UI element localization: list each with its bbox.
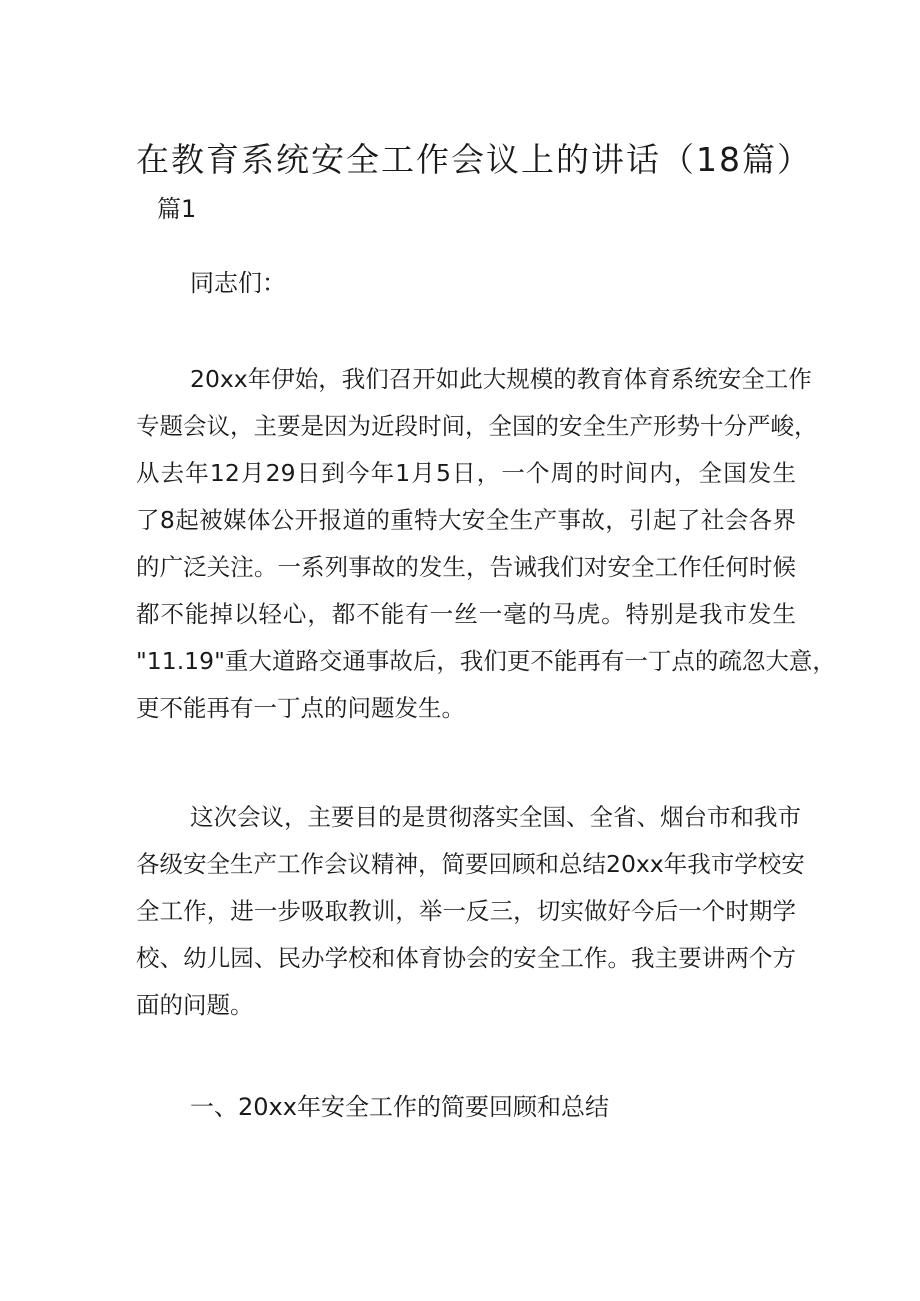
paragraph-line: 各级安全生产工作会议精神，简要回顾和总结20xx年我市学校安 — [136, 850, 805, 878]
paragraph-line: 校、幼儿园、民办学校和体育协会的安全工作。我主要讲两个方 — [136, 944, 796, 972]
paragraph-line: 都不能掉以轻心，都不能有一丝一毫的马虎。特别是我市发生 — [136, 600, 796, 628]
paragraph-line: 专题会议，主要是因为近段时间，全国的安全生产形势十分严峻， — [136, 412, 818, 440]
paragraph-line: 这次会议，主要目的是贯彻落实全国、全省、烟台市和我市 — [190, 803, 801, 831]
section-label: 篇1 — [157, 195, 197, 223]
paragraph-line: 20xx年伊始，我们召开如此大规模的教育体育系统安全工作 — [190, 365, 812, 393]
document-title: 在教育系统安全工作会议上的讲话（18篇） — [136, 140, 812, 179]
salutation: 同志们： — [190, 269, 286, 297]
paragraph-line: 全工作，进一步吸取教训，举一反三，切实做好今后一个时期学 — [136, 897, 796, 925]
paragraph-line: "11.19"重大道路交通事故后，我们更不能再有一丁点的疏忽大意， — [136, 647, 836, 675]
paragraph-line: 从去年12月29日到今年1月5日，一个周的时间内，全国发生 — [136, 459, 796, 487]
paragraph-line: 了8起被媒体公开报道的重特大安全生产事故，引起了社会各界 — [136, 506, 796, 534]
paragraph-2 — [136, 794, 805, 1029]
paragraph-line: 面的问题。 — [136, 991, 254, 1019]
paragraph-line: 的广泛关注。一系列事故的发生，告诫我们对安全工作任何时候 — [136, 553, 796, 581]
paragraph-1 — [136, 356, 836, 732]
paragraph-line: 更不能再有一丁点的问题发生。 — [136, 694, 465, 722]
section-heading: 一、20xx年安全工作的简要回顾和总结 — [190, 1093, 609, 1121]
